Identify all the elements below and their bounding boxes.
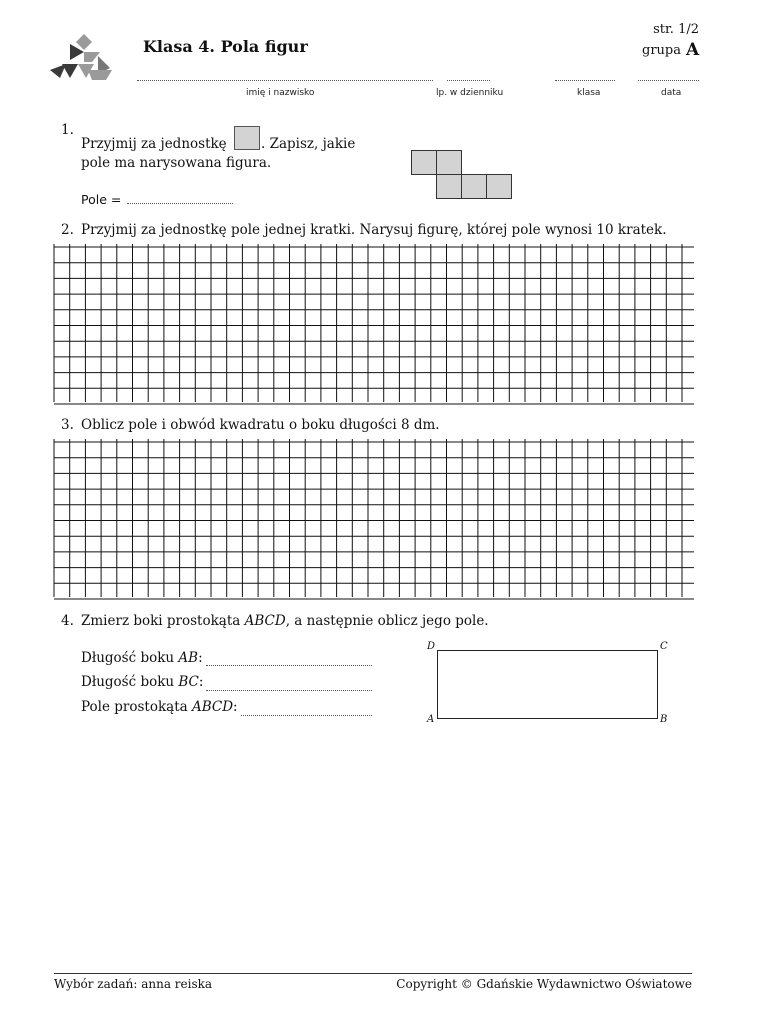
task-1-text-line2: pole ma narysowana figura. (81, 155, 272, 171)
vertex-c-label: C (660, 641, 668, 652)
footer-author: Wybór zadań: anna reiska (54, 977, 213, 991)
vertex-d-label: D (427, 641, 436, 652)
group-value: A (686, 40, 700, 60)
task-1-answer-label: Pole = (81, 192, 122, 207)
rectangle-area-label: Pole prostokąta ABCD: (81, 699, 238, 715)
task-3-text: Oblicz pole i obwód kwadratu o boku długości 8 dm. (81, 417, 440, 433)
vertex-a-label: A (427, 714, 435, 725)
register-number-label: lp. w dzienniku (436, 88, 504, 98)
register-number-field[interactable] (447, 80, 490, 81)
task-2-number: 2. (61, 222, 74, 238)
page-number: str. 1/2 (653, 22, 699, 37)
group-label: grupa (642, 43, 681, 58)
name-field-label: imię i nazwisko (246, 88, 315, 98)
task-4-number: 4. (61, 613, 74, 629)
task-1-figure (411, 150, 515, 200)
task-1-number: 1. (61, 122, 74, 138)
class-field-label: klasa (577, 88, 601, 98)
date-field[interactable] (638, 80, 699, 81)
side-bc-answer-field[interactable] (206, 690, 372, 691)
task-1-text-before: Przyjmij za jednostkę (81, 136, 227, 152)
vertex-b-label: B (660, 714, 668, 725)
side-ab-label: Długość boku AB: (81, 650, 203, 666)
rectangle-abcd (437, 650, 658, 719)
task-4-text: Zmierz boki prostokąta ABCD, a następnie oblicz jego pole. (81, 613, 489, 629)
tangram-logo (48, 34, 114, 86)
task-2-text: Przyjmij za jednostkę pole jednej kratki. Narysuj figurę, której pole wynosi 10 kratek. (81, 222, 667, 238)
rectangle-area-answer-field[interactable] (241, 715, 372, 716)
unit-square-icon (234, 126, 260, 150)
page-title: Klasa 4. Pola figur (143, 37, 308, 56)
footer-divider (54, 973, 692, 974)
date-field-label: data (661, 88, 682, 98)
side-ab-answer-field[interactable] (206, 665, 372, 666)
class-field[interactable] (555, 80, 615, 81)
side-bc-label: Długość boku BC: (81, 674, 204, 690)
task-1-text-after: . Zapisz, jakie (261, 136, 356, 152)
name-field[interactable] (137, 80, 433, 81)
task-3-working-grid[interactable] (54, 439, 694, 597)
task-1-answer-field[interactable] (127, 203, 233, 204)
task-2-drawing-grid[interactable] (54, 244, 694, 402)
task-3-number: 3. (61, 417, 74, 433)
footer-copyright: Copyright © Gdańskie Wydawnictwo Oświatowe (396, 977, 692, 991)
